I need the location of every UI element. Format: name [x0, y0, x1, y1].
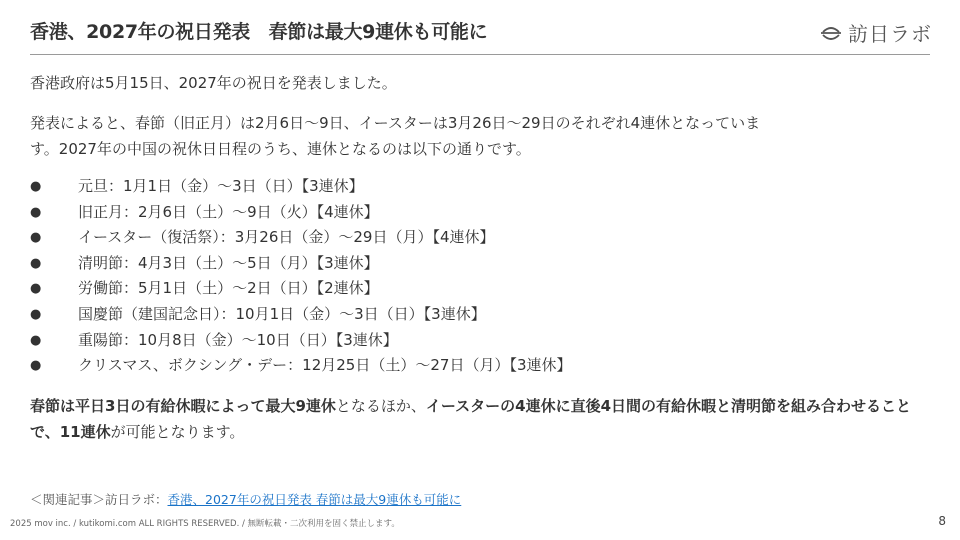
- related-article: [30, 490, 461, 508]
- title-divider: [30, 54, 930, 55]
- holiday-text: イースター（復活祭）：3月26日（金）〜29日（月）【4連休】: [78, 228, 495, 247]
- list-item: [30, 276, 930, 302]
- intro-paragraph: 香港政府は5月15日、2027年の祝日を発表しました。: [30, 74, 397, 92]
- detail-paragraph-line1: 発表によると、春節（旧正月）は2月6日〜9日、イースターは3月26日〜29日のそれぞれ4連休となっていま: [30, 114, 761, 132]
- bullet-icon: ●: [30, 179, 42, 194]
- related-prefix: ＜関連記事＞訪日ラボ：: [30, 492, 168, 507]
- summary-normal-1: となるほか、: [335, 396, 426, 415]
- logo-text: 訪日ラボ: [848, 22, 932, 46]
- page-number: 8: [938, 514, 946, 528]
- main-content: [30, 70, 930, 445]
- holiday-text: 労働節：5月1日（土）〜2日（日）【2連休】: [78, 279, 379, 298]
- detail-paragraph-line2: す。2027年の中国の祝休日日程のうち、連休となるのは以下の通りです。: [30, 140, 531, 158]
- bullet-icon: ●: [30, 230, 42, 246]
- bullet-icon: ●: [30, 306, 42, 322]
- list-item: [30, 302, 930, 328]
- summary-bold-2: イースターの4連休に直後4日間の有給休暇と清明節を組み合わせることで、11連休: [30, 396, 912, 441]
- bullet-icon: ●: [30, 358, 42, 374]
- footer-copyright: 2025 mov inc. / kutikomi.com ALL RIGHTS RESERVED. / 無断転載・二次利用を固く禁止します。: [10, 519, 400, 529]
- list-item: [30, 251, 930, 277]
- list-item: [30, 174, 930, 200]
- holiday-text: 国慶節（建国記念日）：10月1日（金）〜3日（日）【3連休】: [78, 304, 486, 323]
- brand-logo: [820, 18, 932, 47]
- summary-paragraph: [30, 393, 930, 445]
- page-title: 香港、2027年の祝日発表 春節は最大9連休も可能に: [30, 21, 488, 43]
- related-article-link[interactable]: 香港、2027年の祝日発表 春節は最大9連休も可能に: [167, 492, 462, 507]
- list-item: [30, 200, 930, 226]
- bullet-icon: ●: [30, 255, 42, 271]
- summary-bold-1: 春節は平日3日の有給休暇によって最大9連休: [30, 396, 336, 415]
- list-item: [30, 328, 930, 354]
- bullet-icon: ●: [30, 281, 42, 297]
- holiday-text: 清明節：4月3日（土）〜5日（月）【3連休】: [78, 253, 379, 272]
- list-item: [30, 353, 930, 379]
- bullet-icon: ●: [30, 204, 42, 220]
- holiday-text: 重陽節：10月8日（金）〜10日（日）【3連休】: [78, 330, 398, 349]
- holiday-list: [30, 174, 930, 379]
- summary-normal-2: が可能となります。: [110, 422, 245, 441]
- list-item: [30, 225, 930, 251]
- bullet-icon: ●: [30, 332, 42, 348]
- holiday-text: 旧正月：2月6日（土）〜9日（火）【4連休】: [78, 202, 379, 221]
- holiday-text: 元旦：1月1日（金）〜3日（日）【3連休】: [78, 177, 364, 195]
- bowl-logo-icon: [820, 23, 842, 43]
- holiday-text: クリスマス、ボクシング・デー：12月25日（土）〜27日（月）【3連休】: [78, 356, 572, 375]
